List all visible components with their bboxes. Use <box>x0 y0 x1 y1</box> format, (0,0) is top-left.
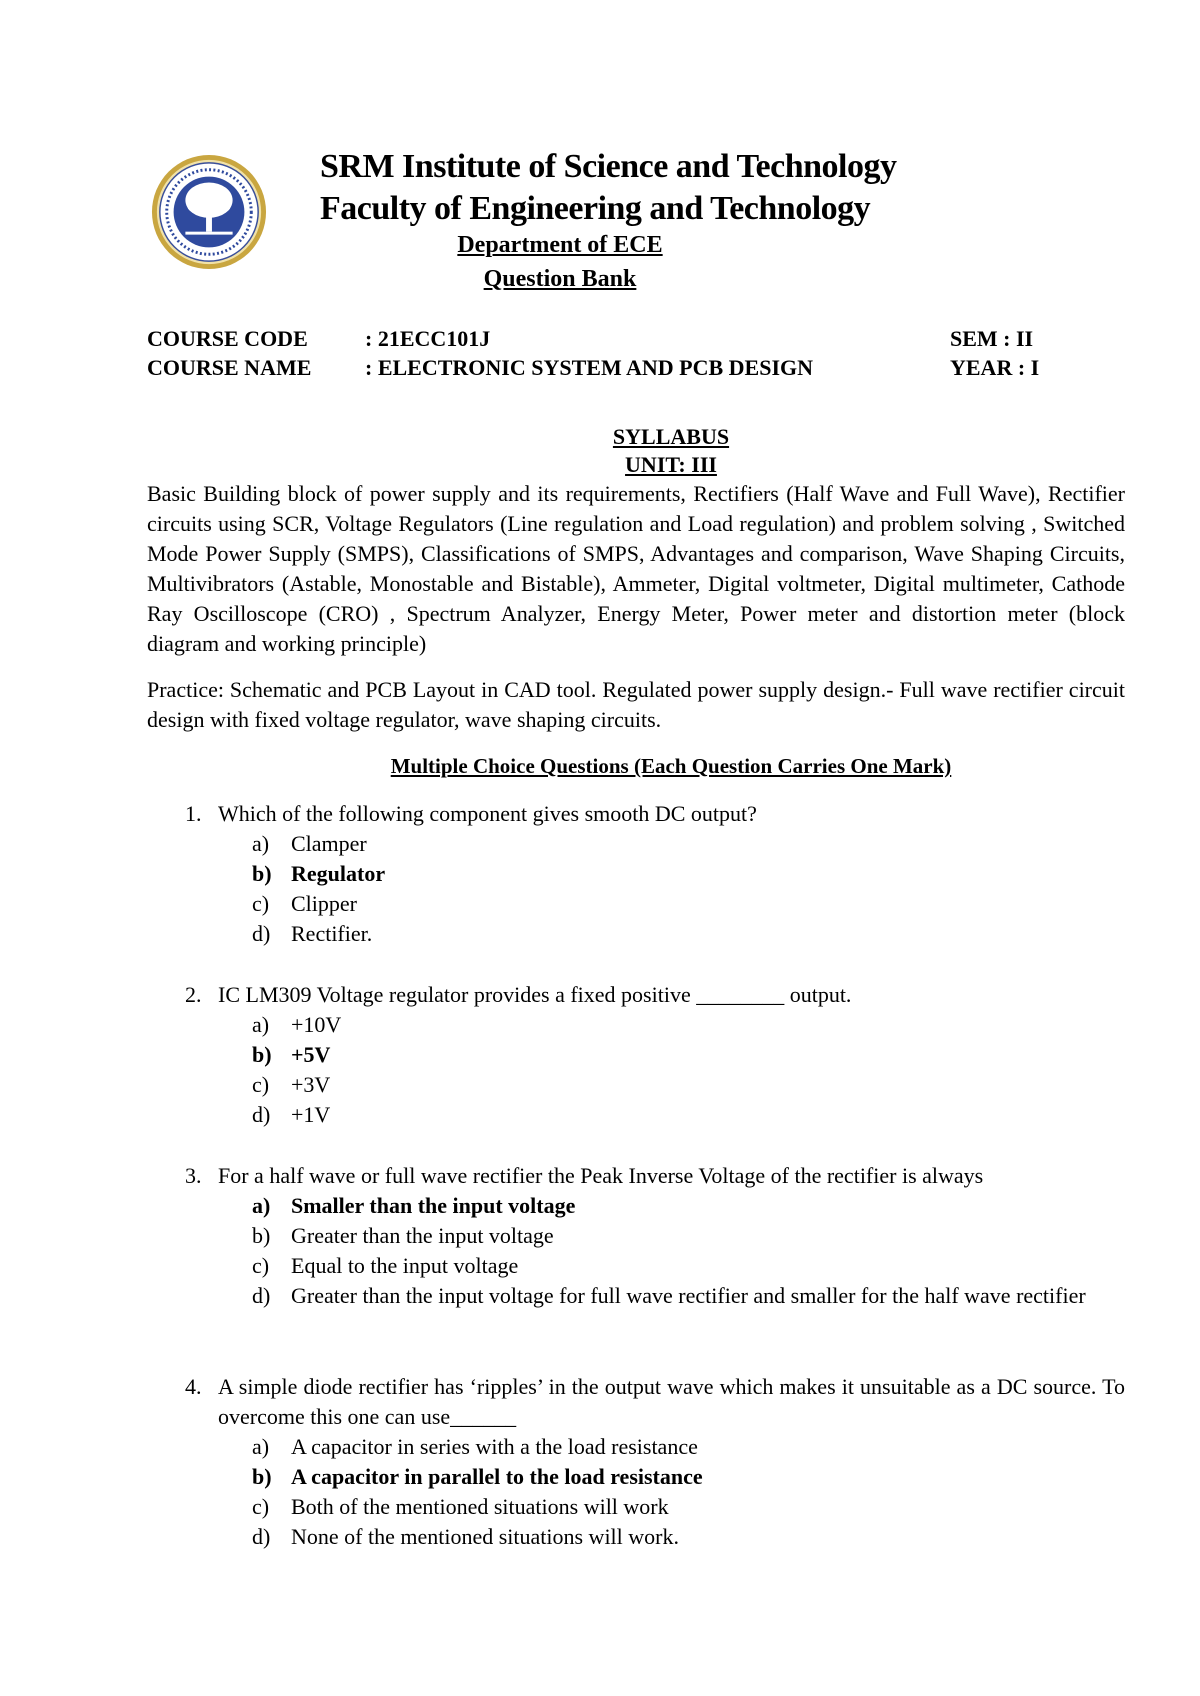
option-a-correct <box>252 1191 1125 1221</box>
option-letter: b) <box>252 1223 271 1248</box>
option-text: Rectifier. <box>291 921 373 946</box>
question-text: A simple diode rectifier has ‘ripples’ in the output wave which makes it unsuitable as a DC source. To overcome this one can use______ <box>218 1374 1125 1429</box>
option-list <box>252 1432 1125 1552</box>
option-d <box>252 1100 1125 1130</box>
option-c <box>252 1251 1125 1281</box>
option-letter: a) <box>252 1434 270 1459</box>
question-number: 2. <box>185 982 202 1007</box>
option-text: Equal to the input voltage <box>291 1253 519 1278</box>
question-number: 3. <box>185 1163 202 1188</box>
question-number: 1. <box>185 801 202 826</box>
option-c <box>252 1070 1125 1100</box>
course-code-row <box>147 326 1067 355</box>
option-text: Both of the mentioned situations will work <box>291 1494 669 1519</box>
syllabus-heading: SYLLABUS <box>612 424 730 449</box>
option-text: None of the mentioned situations will work. <box>291 1524 679 1549</box>
option-letter: d) <box>252 921 271 946</box>
option-text: A capacitor in parallel to the load resistance <box>291 1464 703 1489</box>
option-b-correct <box>252 1462 1125 1492</box>
option-a <box>252 1010 1125 1040</box>
option-c <box>252 889 1125 919</box>
option-list <box>252 1191 1125 1311</box>
question-1 <box>185 799 1125 949</box>
question-4 <box>185 1372 1125 1552</box>
option-text: Greater than the input voltage for full wave rectifier and smaller for the half wave rectifier <box>291 1283 1086 1308</box>
option-text: Clipper <box>291 891 357 916</box>
option-letter: a) <box>252 1012 270 1037</box>
option-letter: a) <box>252 831 270 856</box>
option-letter: b) <box>252 1042 272 1067</box>
question-2 <box>185 980 1125 1130</box>
option-text: +5V <box>291 1042 331 1067</box>
option-text: Clamper <box>291 831 367 856</box>
option-b-correct <box>252 859 1125 889</box>
option-letter: a) <box>252 1193 271 1218</box>
option-text: +1V <box>291 1102 331 1127</box>
option-c <box>252 1492 1125 1522</box>
option-text: Regulator <box>291 861 386 886</box>
option-b <box>252 1221 1125 1251</box>
year: YEAR : I <box>950 355 1040 380</box>
unit-heading: UNIT: III <box>625 452 717 477</box>
course-name-value: : ELECTRONIC SYSTEM AND PCB DESIGN <box>365 355 814 380</box>
option-list <box>252 1010 1125 1130</box>
mcq-heading: Multiple Choice Questions (Each Question Carries One Mark) <box>390 754 952 778</box>
question-text: IC LM309 Voltage regulator provides a fixed positive ________ output. <box>218 982 852 1007</box>
question-text: For a half wave or full wave rectifier the Peak Inverse Voltage of the rectifier is always <box>218 1163 984 1188</box>
course-code-label: COURSE CODE <box>147 326 308 351</box>
option-letter: d) <box>252 1102 271 1127</box>
course-code-value: : 21ECC101J <box>365 326 491 351</box>
option-letter: d) <box>252 1524 271 1549</box>
option-b-correct <box>252 1040 1125 1070</box>
institution-name: SRM Institute of Science and Technology <box>320 148 897 185</box>
course-info <box>147 326 1067 384</box>
option-letter: d) <box>252 1283 271 1308</box>
option-letter: b) <box>252 861 272 886</box>
faculty-name: Faculty of Engineering and Technology <box>320 190 871 227</box>
option-d <box>252 1522 1125 1552</box>
syllabus-content: Basic Building block of power supply and its requirements, Rectifiers (Half Wave and Full Wave), Rectifier circuits using SCR, Voltage Regulators (Line regulation and Load regulation) and problem solving , Switched Mode Power Supply (SMPS), Classifications of SMPS, Advantages and comparison, Wave Shaping Circuits, Multivibrators (Astable, Monostable and Bistable), Ammeter, Digital voltmeter, Digital multimeter, Cathode Ray Oscilloscope (CRO) , Spectrum Analyzer, Energy Meter, Power meter and distortion meter (block diagram and working principle) <box>147 481 1125 656</box>
option-text: Smaller than the input voltage <box>291 1193 576 1218</box>
option-text: +10V <box>291 1012 342 1037</box>
option-letter: b) <box>252 1464 272 1489</box>
course-name-label: COURSE NAME <box>147 355 312 380</box>
option-d <box>252 919 1125 949</box>
option-list <box>252 829 1125 949</box>
option-d <box>252 1281 1125 1311</box>
option-text: A capacitor in series with a the load resistance <box>291 1434 698 1459</box>
department-title: Department of ECE <box>457 232 663 258</box>
option-letter: c) <box>252 1072 270 1097</box>
question-text: Which of the following component gives smooth DC output? <box>218 801 757 826</box>
course-name-row <box>147 355 1067 384</box>
document-type-title: Question Bank <box>483 266 637 292</box>
option-letter: c) <box>252 1494 270 1519</box>
option-text: Greater than the input voltage <box>291 1223 554 1248</box>
question-number: 4. <box>185 1374 202 1399</box>
option-text: +3V <box>291 1072 331 1097</box>
option-a <box>252 829 1125 859</box>
semester: SEM : II <box>950 326 1034 351</box>
option-letter: c) <box>252 891 270 916</box>
question-3 <box>185 1161 1125 1311</box>
practice-content: Practice: Schematic and PCB Layout in CAD tool. Regulated power supply design.- Full wave rectifier circuit design with fixed voltage regulator, wave shaping circuits. <box>147 677 1125 732</box>
institution-header <box>320 146 897 230</box>
option-a <box>252 1432 1125 1462</box>
option-letter: c) <box>252 1253 270 1278</box>
